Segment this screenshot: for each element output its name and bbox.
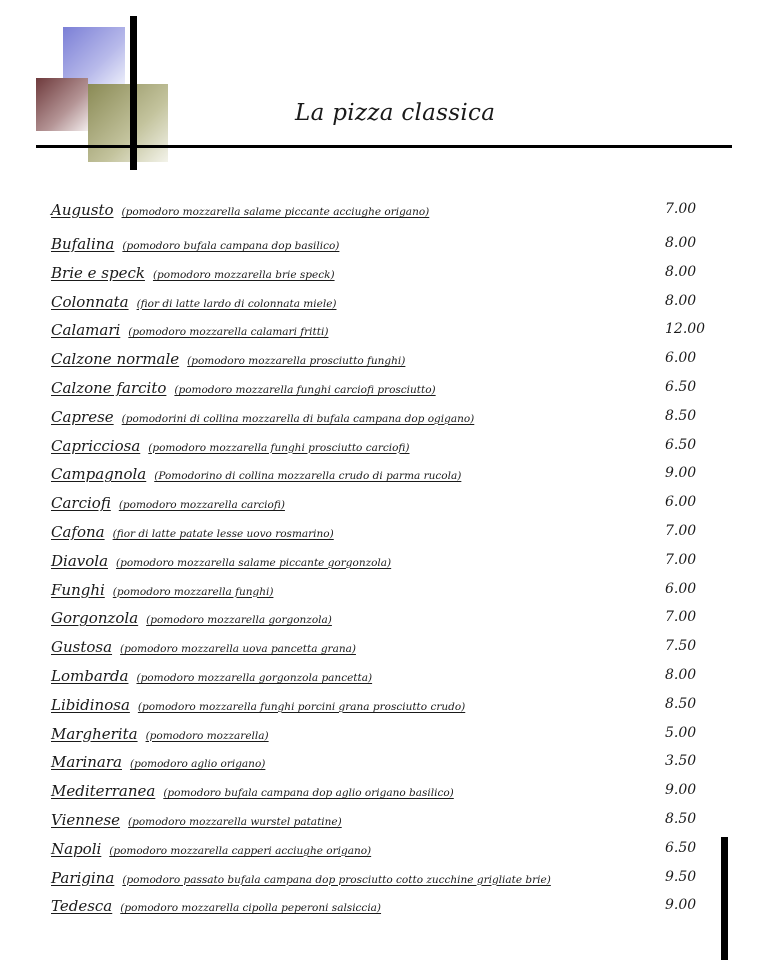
menu-item xyxy=(51,752,711,781)
menu-item-name: Tedesca xyxy=(51,897,113,916)
menu-item-price: 8.00 xyxy=(665,292,697,309)
menu-item-name: Mediterranea xyxy=(51,782,156,801)
menu-item-name: Carciofi xyxy=(51,494,111,513)
menu-item-name: Diavola xyxy=(51,551,109,570)
menu-item xyxy=(51,580,711,609)
menu-item-description: (pomodoro aglio origano) xyxy=(130,758,266,771)
menu-item-price: 7.00 xyxy=(665,522,697,539)
menu-item-name: Cafona xyxy=(51,522,105,541)
menu-item-description: (pomodoro mozzarella carciofi) xyxy=(118,499,285,512)
menu-item-description: (pomodoro mozzarella cipolla peperoni salsiccia) xyxy=(120,902,382,915)
menu-item-price: 8.50 xyxy=(665,810,697,827)
menu-item xyxy=(51,724,711,753)
menu-item-name: Lombarda xyxy=(51,666,129,685)
menu-item-description: (pomodorini di collina mozzarella di bufala campana dop ogigano) xyxy=(121,412,475,425)
menu-item xyxy=(51,378,711,407)
menu-item-name: Parigina xyxy=(51,868,115,887)
menu-item-description: (pomodoro mozzarella prosciutto funghi) xyxy=(187,355,406,368)
menu-item-name: Marinara xyxy=(51,753,122,772)
menu-item-price: 7.50 xyxy=(665,638,697,655)
menu-item-description: (pomodoro mozzarella salame piccante acciughe origano) xyxy=(121,206,430,218)
menu-item-name: Campagnola xyxy=(51,465,147,484)
menu-item-name: Colonnata xyxy=(51,292,129,311)
menu-item xyxy=(51,551,711,580)
menu-item-name: Caprese xyxy=(51,407,114,426)
menu-item-price: 9.00 xyxy=(665,897,697,914)
decor-vertical-bar-bottom xyxy=(721,837,728,960)
menu-item-name: Gorgonzola xyxy=(51,609,139,628)
menu-item-description: (pomodoro mozzarella uova pancetta grana) xyxy=(120,643,356,656)
menu-item-name: Libidinosa xyxy=(51,695,130,714)
menu-item-description: (pomodoro mozzarella capperi acciughe origano) xyxy=(109,844,372,857)
menu-item-price: 5.00 xyxy=(665,724,697,741)
menu-item xyxy=(51,200,711,234)
menu-item xyxy=(51,695,711,724)
menu-item xyxy=(51,234,711,263)
menu-item-price: 8.00 xyxy=(665,235,697,251)
menu-item-description: (pomodoro mozzarella wurstel patatine) xyxy=(128,815,342,828)
menu-item-description: (pomodoro mozzarella) xyxy=(145,729,269,742)
menu-item-price: 8.00 xyxy=(665,263,697,280)
menu-item xyxy=(51,436,711,465)
menu-item-name: Calamari xyxy=(51,321,121,340)
menu-item xyxy=(51,896,711,925)
menu-item-price: 7.00 xyxy=(665,609,697,626)
menu-item-description: (pomodoro mozzarella funghi) xyxy=(112,585,274,598)
menu-item xyxy=(51,464,711,493)
menu-item-description: (pomodoro mozzarella calamari fritti) xyxy=(128,326,329,339)
menu-item-price: 8.00 xyxy=(665,666,697,683)
menu-item-description: (pomodoro mozzarella brie speck) xyxy=(152,268,335,281)
menu-item-description: (pomodoro bufala campana dop aglio origano basilico) xyxy=(163,787,454,800)
menu-item-name: Bufalina xyxy=(51,235,115,253)
menu-item-name: Gustosa xyxy=(51,638,113,657)
menu-item xyxy=(51,868,711,897)
menu-item-name: Calzone farcito xyxy=(51,378,167,397)
menu-item xyxy=(51,263,711,292)
menu-item-price: 3.50 xyxy=(665,753,697,770)
menu-item-name: Capricciosa xyxy=(51,436,141,455)
menu-item-name: Calzone normale xyxy=(51,350,180,369)
menu-item-price: 8.50 xyxy=(665,695,697,712)
menu-item-description: (pomodoro mozzarella gorgonzola) xyxy=(146,614,332,627)
menu-item-name: Brie e speck xyxy=(51,263,145,282)
menu-item xyxy=(51,781,711,810)
menu-item xyxy=(51,493,711,522)
menu-item-description: (pomodoro mozzarella funghi carciofi prosciutto) xyxy=(174,383,436,396)
menu-item-price: 6.50 xyxy=(665,378,697,395)
menu-item-price: 7.00 xyxy=(665,551,697,568)
menu-item-price: 9.50 xyxy=(665,868,697,885)
menu-item-description: (pomodoro mozzarella gorgonzola pancetta) xyxy=(136,671,373,684)
menu-item-price: 12.00 xyxy=(665,321,706,338)
menu-item xyxy=(51,407,711,436)
menu-item-price: 6.00 xyxy=(665,350,697,367)
decor-square-olive xyxy=(88,84,168,162)
menu-item-price: 8.50 xyxy=(665,407,697,424)
menu-item-name: Viennese xyxy=(51,810,121,829)
menu-item-price: 6.50 xyxy=(665,436,697,453)
menu-list xyxy=(51,200,711,925)
menu-item-description: (pomodoro mozzarella salame piccante gorgonzola) xyxy=(116,556,392,569)
menu-item-description: (pomodoro mozzarella funghi porcini grana prosciutto crudo) xyxy=(137,700,466,713)
menu-item xyxy=(51,292,711,321)
menu-item-name: Napoli xyxy=(51,839,102,858)
menu-item-description: (pomodoro bufala campana dop basilico) xyxy=(122,240,340,252)
menu-item-name: Margherita xyxy=(51,724,138,743)
menu-item-price: 7.00 xyxy=(665,201,697,217)
menu-item-price: 6.00 xyxy=(665,580,697,597)
menu-item-description: (fior di latte lardo di colonnata miele) xyxy=(136,297,337,310)
menu-item-price: 6.00 xyxy=(665,494,697,511)
menu-item-name: Augusto xyxy=(51,201,114,219)
menu-item xyxy=(51,349,711,378)
menu-item-description: (pomodoro mozzarella funghi prosciutto carciofi) xyxy=(148,441,410,454)
menu-item-description: (pomodoro passato bufala campana dop prosciutto cotto zucchine grigliate brie) xyxy=(122,873,551,886)
menu-item-name: Funghi xyxy=(51,580,105,599)
menu-item xyxy=(51,637,711,666)
menu-item xyxy=(51,522,711,551)
decor-square-maroon xyxy=(36,78,88,131)
menu-item-price: 9.00 xyxy=(665,782,697,799)
menu-item xyxy=(51,666,711,695)
menu-item xyxy=(51,608,711,637)
menu-item xyxy=(51,839,711,868)
menu-item-price: 9.00 xyxy=(665,465,697,482)
header-rule xyxy=(36,145,732,148)
menu-item xyxy=(51,810,711,839)
menu-item xyxy=(51,320,711,349)
menu-item-description: (fior di latte patate lesse uovo rosmarino) xyxy=(112,527,334,540)
page-title: La pizza classica xyxy=(295,100,496,126)
menu-item-price: 6.50 xyxy=(665,839,697,856)
menu-item-description: (Pomodorino di collina mozzarella crudo di parma rucola) xyxy=(154,470,462,483)
